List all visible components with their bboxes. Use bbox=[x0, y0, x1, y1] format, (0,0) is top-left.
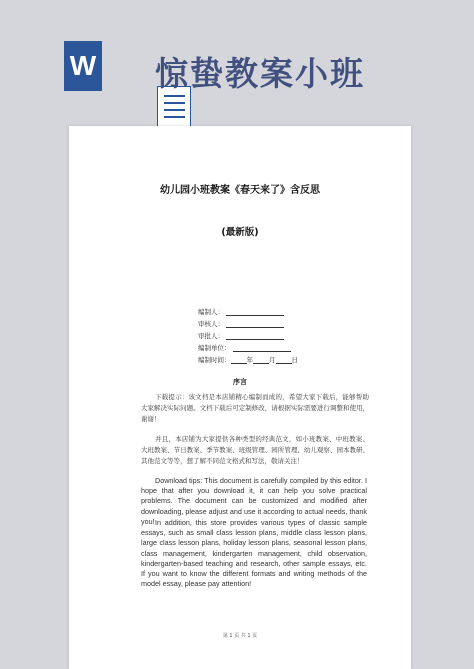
page-footer: 第 1 页 共 1 页 bbox=[222, 633, 258, 639]
form-row-author bbox=[198, 304, 284, 316]
form-blank bbox=[226, 307, 284, 316]
en-paragraph-2-text: In addition, this store provides various types of classic sample essays, such as small class lesson plans, middle class lesson plans, large class lesson plans, holiday lesson plans, seasonal lesson plans, class management, kindergarten management, child observation, kindergarten-based teaching and research, other sample essays, etc. If you want to know the different formats and writing methods of the model essay, please pay attention! bbox=[141, 518, 367, 589]
form-row-reviewer bbox=[198, 316, 284, 328]
cn-paragraph-2-text: 并且，本店铺为大家提供各种类型的经典范文，如小班教案、中班教案、大班教案、节日教案、季节教案、班级管理、园所管理、幼儿观察、园本教研、其他范文等等，想了解不同范文格式和写法，敬请关注！ bbox=[141, 435, 369, 465]
form-blank bbox=[231, 355, 247, 364]
form-blank bbox=[226, 319, 284, 328]
document-edition: (最新版) bbox=[221, 227, 259, 238]
form-label: 审批人： bbox=[198, 332, 224, 340]
form-row-unit bbox=[198, 340, 291, 352]
word-logo-letter: W bbox=[64, 41, 102, 91]
day-label: 日 bbox=[291, 356, 298, 364]
year-label: 年 bbox=[246, 356, 253, 364]
document-page bbox=[69, 126, 411, 669]
form-label: 编制时间： bbox=[198, 356, 231, 364]
form-blank bbox=[233, 343, 291, 352]
en-paragraph-1-text: Download tips: This document is carefully compiled by this editor. I hope that after you download it, it can help you solve practical problems. The document can be customized and modified after downloading, please adjust and use it according to actual needs, thank you! bbox=[141, 476, 367, 526]
preface-heading: 序言 bbox=[233, 378, 247, 386]
form-label: 审核人： bbox=[198, 320, 224, 328]
banner-title: 惊蛰教案小班 bbox=[155, 54, 365, 93]
form-blank bbox=[226, 331, 284, 340]
cn-paragraph-1 bbox=[141, 392, 369, 425]
banner bbox=[0, 0, 474, 125]
form-row-approver bbox=[198, 328, 284, 340]
cn-paragraph-2 bbox=[141, 434, 369, 467]
en-paragraph-2 bbox=[141, 518, 367, 589]
form-label: 编制人： bbox=[198, 308, 224, 316]
form-blank bbox=[276, 355, 292, 364]
form-row-date bbox=[198, 352, 298, 364]
month-label: 月 bbox=[269, 356, 276, 364]
document-title: 幼儿园小班教案《春天来了》含反思 bbox=[160, 185, 320, 196]
cn-paragraph-1-text: 下载提示：该文档是本店铺精心编制而成的，希望大家下载后，能够帮助大家解决实际问题。文档下载后可定制修改，请根据实际需要进行调整和使用，谢谢！ bbox=[141, 393, 369, 423]
form-label: 编制单位： bbox=[198, 344, 231, 352]
form-blank bbox=[253, 355, 269, 364]
